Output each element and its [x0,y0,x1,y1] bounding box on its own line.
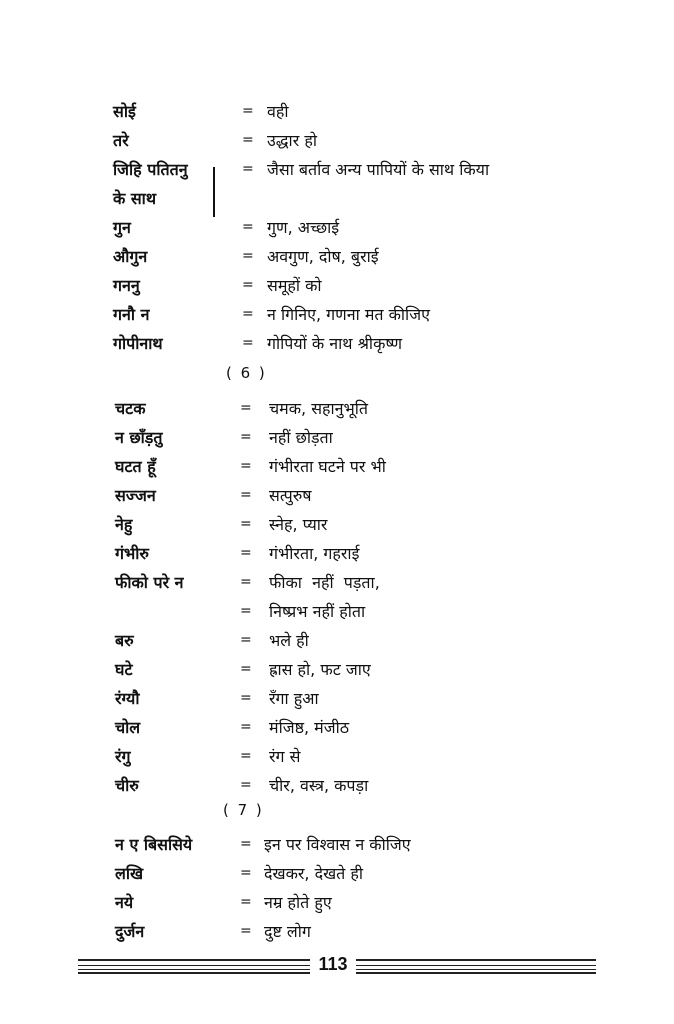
glossary-meaning: निष्प्रभ नहीं होता [269,602,366,621]
equals-sign: = [240,777,252,793]
glossary-term: लखि [115,864,144,883]
glossary-row [0,830,674,859]
glossary-meaning: गोपियों के नाथ श्रीकृष्ण [267,334,403,353]
section-heading: ( 6 ) [226,364,267,382]
glossary-row [0,97,674,126]
glossary-meaning: देखकर, देखते ही [264,864,364,883]
equals-sign: = [240,748,252,764]
equals-sign: = [240,574,252,590]
glossary-meaning: गंभीरता घटने पर भी [269,457,386,476]
glossary-meaning: फीका नहीं पड़ता, [269,573,380,592]
glossary-meaning: समूहों को [267,276,322,295]
glossary-term: गुन [113,218,131,237]
glossary-term: न ए बिससिये [115,835,193,854]
equals-sign: = [240,429,252,445]
glossary-row [0,126,674,155]
equals-sign: = [242,219,254,235]
glossary-row [0,271,674,300]
equals-sign: = [242,132,254,148]
equals-sign: = [240,487,252,503]
glossary-term: फीको परे न [115,573,184,592]
equals-sign: = [242,277,254,293]
glossary-term: बरु [115,631,134,650]
glossary-row [0,539,674,568]
glossary-row [0,888,674,917]
equals-sign: = [240,661,252,677]
glossary-meaning: गंभीरता, गहराई [269,544,360,563]
glossary-term: दुर्जन [115,922,145,941]
glossary-row [0,510,674,539]
glossary-term: सज्जन [115,486,156,505]
equals-sign: = [240,690,252,706]
glossary-term: चीरु [115,776,139,795]
glossary-meaning: गुण, अच्छाई [267,218,340,237]
glossary-row [0,655,674,684]
section-heading: ( 7 ) [223,801,264,819]
glossary-meaning: वही [267,102,289,121]
glossary-term: नेहु [115,515,133,534]
glossary-term: घटत हूँ [115,457,156,476]
equals-sign: = [240,836,252,852]
glossary-row [0,213,674,242]
glossary-term: चोल [115,718,141,737]
glossary-meaning: रंग से [269,747,301,766]
glossary-meaning: चीर, वस्त्र, कपड़ा [269,776,369,795]
glossary-term: चटक [115,399,146,418]
glossary-row [0,481,674,510]
glossary-row [0,771,674,800]
glossary-meaning: इन पर विश्वास न कीजिए [264,835,411,854]
equals-sign: = [242,306,254,322]
glossary-meaning: रँगा हुआ [269,689,319,708]
glossary-row [0,597,674,626]
equals-sign: = [242,248,254,264]
glossary-meaning: मंजिष्ठ, मंजीठ [269,718,350,737]
glossary-row [0,859,674,888]
glossary-row [0,713,674,742]
glossary-term: गनौ न [113,305,150,324]
glossary-meaning: न गिनिए, गणना मत कीजिए [267,305,430,324]
equals-sign: = [240,865,252,881]
equals-sign: = [240,923,252,939]
glossary-row [0,452,674,481]
glossary-term: न छाँड़तु [115,428,163,447]
glossary-meaning: सत्पुरुष [269,486,312,505]
glossary-row [0,300,674,329]
glossary-section-2 [0,394,674,800]
glossary-meaning: स्नेह, प्यार [269,515,328,534]
equals-sign: = [240,603,252,619]
glossary-row [0,329,674,358]
glossary-section-1 [0,97,674,358]
glossary-row [0,626,674,655]
footer-rule-right [356,959,596,974]
glossary-term: रंगु [115,747,131,766]
glossary-meaning: चमक, सहानुभूति [269,399,369,418]
equals-sign: = [240,516,252,532]
glossary-meaning: नम्र होते हुए [264,893,332,912]
glossary-term: रंग्यौ [115,689,140,708]
glossary-meaning: ह्रास हो, फट जाए [269,660,371,679]
glossary-meaning: जैसा बर्ताव अन्य पापियों के साथ किया [267,160,490,179]
glossary-term: गंभीरु [115,544,149,563]
page-number: 113 [318,954,348,974]
glossary-term: गोपीनाथ [113,334,163,353]
equals-sign: = [242,335,254,351]
equals-sign: = [240,458,252,474]
glossary-row [0,917,674,946]
glossary-meaning: अवगुण, दोष, बुराई [267,247,379,266]
glossary-term: गननु [113,276,140,295]
equals-sign: = [240,632,252,648]
glossary-row [0,742,674,771]
equals-sign: = [240,545,252,561]
equals-sign: = [240,400,252,416]
footer-rule-left [78,959,310,974]
glossary-row [0,242,674,271]
equals-sign: = [240,894,252,910]
glossary-term: तरे [113,131,129,150]
glossary-row [0,684,674,713]
page-footer [78,956,596,978]
equals-sign: = [242,161,254,177]
glossary-meaning: दुष्ट लोग [264,922,311,941]
glossary-term: नये [115,893,134,912]
glossary-row [0,568,674,597]
glossary-meaning: भले ही [269,631,309,650]
glossary-term: सोई [113,102,136,121]
glossary-meaning: उद्धार हो [267,131,317,150]
glossary-term: घटे [115,660,133,679]
equals-sign: = [242,103,254,119]
glossary-meaning: नहीं छोड़ता [269,428,333,447]
glossary-row [0,184,674,213]
glossary-term: जिहि पतितनु [113,160,188,179]
glossary-row [0,155,674,184]
equals-sign: = [240,719,252,735]
glossary-row [0,423,674,452]
glossary-term: के साथ [113,189,157,208]
glossary-section-3 [0,830,674,946]
glossary-row [0,394,674,423]
glossary-term: औगुन [113,247,148,266]
